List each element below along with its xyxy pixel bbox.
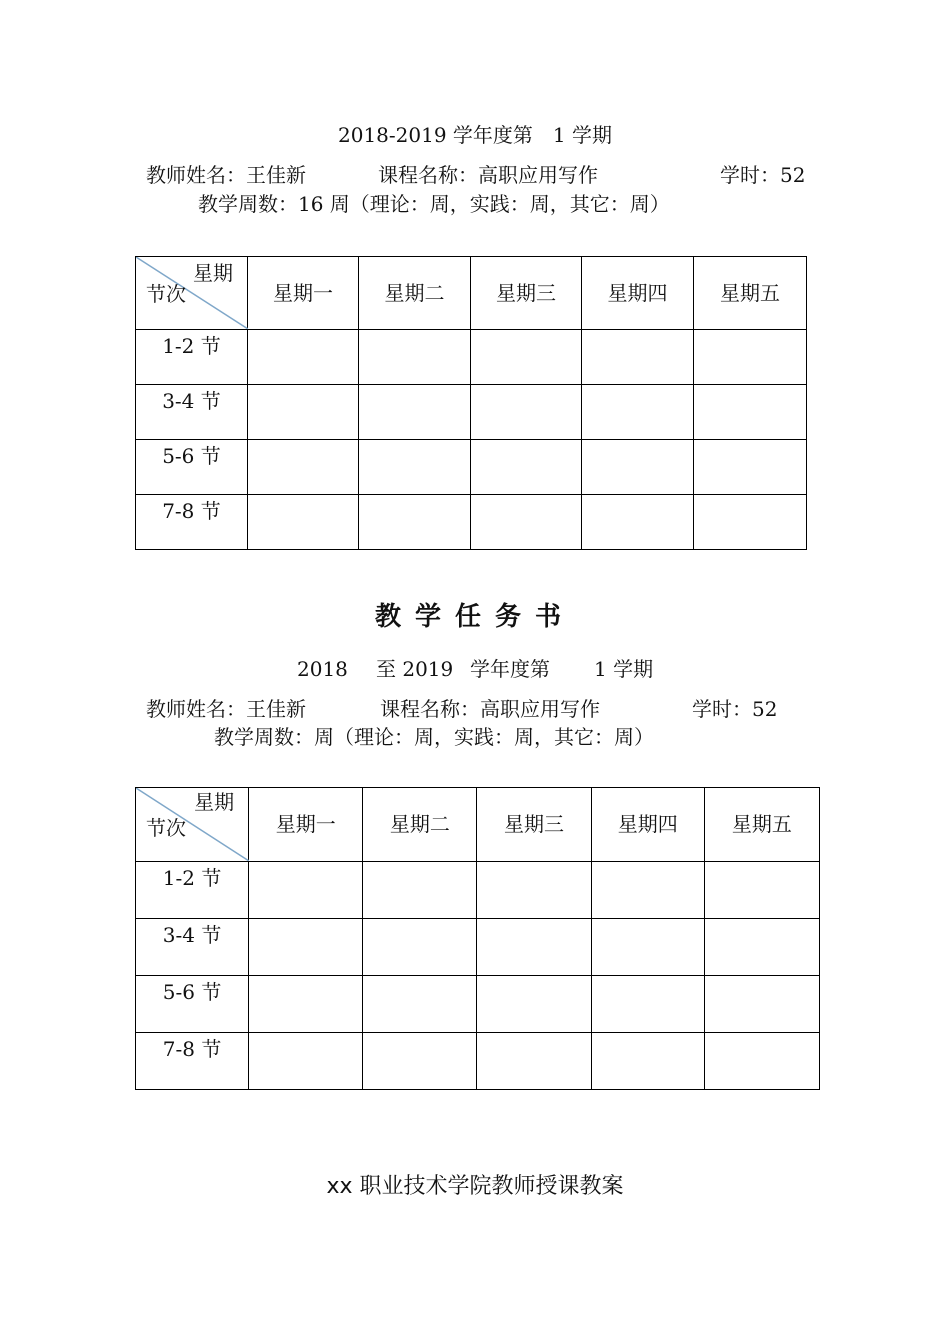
- schedule-cell: [591, 862, 704, 919]
- schedule-cell: [248, 330, 359, 385]
- schedule-cell: [582, 495, 694, 550]
- schedule-cell: [248, 385, 359, 440]
- weeks-line: 教学周数：周（理论：周，实践：周，其它：周）: [214, 725, 654, 749]
- schedule-cell: [471, 330, 582, 385]
- schedule-cell: [477, 919, 591, 976]
- schedule-cell: [694, 385, 807, 440]
- corner-cell: [136, 257, 248, 330]
- table-row: [136, 919, 820, 976]
- day-header: 星期五: [704, 788, 819, 862]
- corner-weekday-label: 星期: [193, 261, 233, 285]
- schedule-cell: [694, 440, 807, 495]
- period-label: 3-4 节: [136, 919, 249, 976]
- schedule-cell: [694, 330, 807, 385]
- corner-cell: [136, 788, 249, 862]
- schedule-cell: [582, 330, 694, 385]
- table-row: [136, 976, 820, 1033]
- schedule-cell: [582, 440, 694, 495]
- day-header: 星期五: [694, 257, 807, 330]
- schedule-cell: [363, 976, 477, 1033]
- period-label: 7-8 节: [136, 495, 248, 550]
- term-line: 2018-2019 学年度第 1 学期: [338, 123, 612, 147]
- day-header: 星期一: [249, 788, 363, 862]
- table-row: [136, 1033, 820, 1090]
- day-header: 星期二: [359, 257, 471, 330]
- schedule-cell: [704, 919, 819, 976]
- period-label: 5-6 节: [136, 976, 249, 1033]
- term-label: 学年度第: [470, 657, 550, 681]
- day-header: 星期三: [477, 788, 591, 862]
- schedule-cell: [359, 330, 471, 385]
- table-row: [136, 330, 807, 385]
- teacher-name: 教师姓名：王佳新: [146, 163, 306, 187]
- course-hours: 学时：52: [692, 697, 778, 721]
- schedule-cell: [363, 919, 477, 976]
- course-name: 课程名称：高职应用写作: [378, 163, 598, 187]
- schedule-cell: [359, 385, 471, 440]
- schedule-cell: [591, 1033, 704, 1090]
- schedule-cell: [249, 862, 363, 919]
- schedule-cell: [582, 385, 694, 440]
- schedule-cell: [363, 1033, 477, 1090]
- corner-period-label: 节次: [146, 282, 186, 306]
- course-name: 课程名称：高职应用写作: [380, 697, 600, 721]
- weeks-line: 教学周数：16 周（理论：周，实践：周，其它：周）: [198, 192, 670, 216]
- year-start: 2018: [297, 657, 348, 681]
- schedule-cell: [694, 495, 807, 550]
- day-header: 星期四: [582, 257, 694, 330]
- schedule-cell: [477, 1033, 591, 1090]
- schedule-cell: [591, 919, 704, 976]
- corner-period-label: 节次: [146, 816, 186, 840]
- schedule-cell: [477, 862, 591, 919]
- year-end: 至 2019: [376, 657, 454, 681]
- schedule-cell: [249, 976, 363, 1033]
- schedule-cell: [249, 1033, 363, 1090]
- schedule-cell: [359, 495, 471, 550]
- schedule-header-row: [136, 788, 820, 862]
- day-header: 星期二: [363, 788, 477, 862]
- schedule-header-row: [136, 257, 807, 330]
- day-header: 星期三: [471, 257, 582, 330]
- period-label: 1-2 节: [136, 862, 249, 919]
- schedule-cell: [248, 495, 359, 550]
- schedule-cell: [591, 976, 704, 1033]
- schedule-cell: [704, 976, 819, 1033]
- corner-weekday-label: 星期: [194, 790, 235, 814]
- period-label: 5-6 节: [136, 440, 248, 495]
- course-hours: 学时：52: [720, 163, 806, 187]
- teacher-name: 教师姓名：王佳新: [146, 697, 306, 721]
- page-title: 教学任务书: [374, 602, 575, 632]
- table-row: [136, 862, 820, 919]
- lesson-plan-title: xx 职业技术学院教师授课教案: [326, 1174, 624, 1199]
- schedule-cell: [704, 862, 819, 919]
- schedule-cell: [471, 495, 582, 550]
- table-row: [136, 385, 807, 440]
- period-label: 1-2 节: [136, 330, 248, 385]
- term-number: 1 学期: [594, 657, 654, 681]
- day-header: 星期一: [248, 257, 359, 330]
- schedule-table: [135, 787, 820, 1090]
- schedule-cell: [471, 440, 582, 495]
- table-row: [136, 495, 807, 550]
- period-label: 7-8 节: [136, 1033, 249, 1090]
- schedule-cell: [248, 440, 359, 495]
- day-header: 星期四: [591, 788, 704, 862]
- schedule-cell: [359, 440, 471, 495]
- schedule-table: [135, 256, 807, 550]
- period-label: 3-4 节: [136, 385, 248, 440]
- schedule-cell: [471, 385, 582, 440]
- table-row: [136, 440, 807, 495]
- schedule-cell: [249, 919, 363, 976]
- schedule-cell: [363, 862, 477, 919]
- schedule-cell: [704, 1033, 819, 1090]
- schedule-cell: [477, 976, 591, 1033]
